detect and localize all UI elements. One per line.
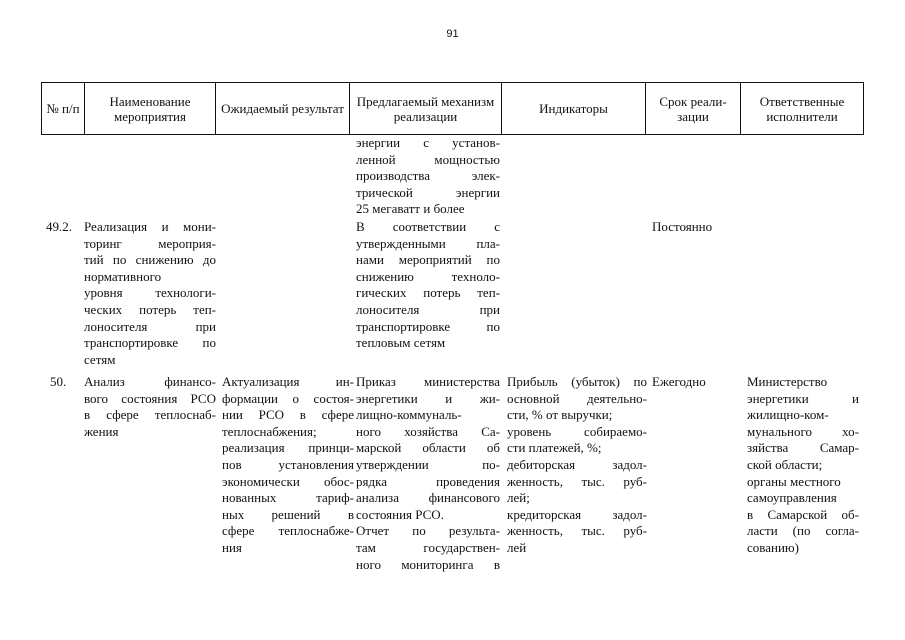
text-line: производства элек- [356,168,500,184]
text-line: нованных тариф- [222,490,354,506]
text-line: уровень собираемо- [507,423,647,439]
text-line: теплоснабжения; [222,423,317,439]
text-line: кредиторская задол- [507,506,647,522]
term-cell [652,219,742,236]
text-line: лищно-коммуналь- [356,407,462,423]
text-line: Анализ финансо- [84,374,216,389]
header-expected-result: Ожидаемый результат [216,83,350,135]
text-line: нормативного [84,268,162,284]
text-line: реализация принци- [222,440,354,456]
text-line: В соответствии с [356,219,500,234]
text-line: сованию) [747,539,799,555]
text-line: ния [222,539,242,555]
continuation-mechanism-cell [356,135,500,218]
responsible-cell [747,374,859,557]
text-line: Министерство [747,374,828,389]
text-line: утверждении по- [356,456,500,472]
header-event-name: Наименование мероприятия [85,83,216,135]
text-line: ческих потерь теп- [84,301,216,317]
text-line: рядка проведения [356,473,500,489]
header-number: № п/п [42,83,85,135]
text-line: тий по снижению до [84,252,216,268]
text-line: жения [84,423,119,439]
text-line: зяйства Самар- [747,440,859,456]
event-name-cell [84,219,216,368]
text-line: в сфере теплоснаб- [84,407,216,423]
text-line: сти платежей, %; [507,440,602,456]
text-line: транспортировке по [356,318,500,334]
mechanism-cell [356,219,500,352]
text-line: сфере теплоснабже- [222,523,354,539]
text-line: нами мероприятий по [356,252,500,268]
text-line: там государствен- [356,539,500,555]
text-line: трической энергии [356,184,500,200]
text-line: ного хозяйства Са- [356,423,500,439]
text-line: ленной мощностью [356,151,500,167]
text-line: основной деятельно- [507,390,647,406]
page-number: 91 [446,28,459,40]
expected-result-cell [222,374,354,557]
text-line: энергетики и [747,390,859,406]
text-line: ного мониторинга в [356,556,500,572]
text-line: уровня технологи- [84,285,216,301]
term-cell [652,374,742,391]
text-line: снижению техноло- [356,268,500,284]
text-line: лей [507,539,527,555]
text-line: дебиторская задол- [507,456,647,472]
text-line: пов установления [222,456,354,472]
indicators-cell [507,374,647,557]
text-line: лоносителя при [84,318,216,334]
text-line: нии РСО в сфере [222,407,354,423]
text-line: 25 мегаватт и более [356,201,465,217]
text-line: экономически обос- [222,473,354,489]
text-line: формации о состоя- [222,390,354,406]
table-header [41,82,864,135]
text-line: энергетики и жи- [356,390,500,406]
text-line: утвержденными пла- [356,235,500,251]
text-line: ных решений в [222,506,354,522]
text-line: лей; [507,490,530,506]
text-line: самоуправления [747,490,837,506]
event-name-cell [84,374,216,440]
text-line: ской области; [747,456,823,472]
text-line: Реализация и мони- [84,219,216,234]
text-line: органы местного [747,473,841,489]
text-line: марской области об [356,440,500,456]
text-line: Отчет по результа- [356,523,500,539]
text-line: жилищно-ком- [747,407,829,423]
row-number: 49.2. [46,219,72,234]
term-text: Постоянно [652,219,713,234]
text-line: Актуализация ин- [222,374,354,389]
text-line: лоносителя при [356,301,500,317]
text-line: женность, тыс. руб- [507,473,647,489]
mechanism-cell [356,374,500,573]
header-mechanism: Предлагаемый механизм реализации [350,83,502,135]
text-line: сетям [84,351,116,367]
text-line: Прибыль (убыток) по [507,374,647,389]
text-line: гических потерь теп- [356,285,500,301]
text-line: тепловым сетям [356,335,446,351]
text-line: женность, тыс. руб- [507,523,647,539]
text-line: мунального хо- [747,423,859,439]
header-indicators: Индикаторы [502,83,646,135]
header-term: Срок реали-зации [646,83,741,135]
text-line: сти, % от выручки; [507,407,613,423]
text-line: ласти (по согла- [747,523,859,539]
text-line: Приказ министерства [356,374,500,389]
text-line: транспортировке по [84,335,216,351]
text-line: состояния РСО. [356,506,444,522]
term-text: Ежегодно [652,374,706,389]
text-line: в Самарской об- [747,506,859,522]
header-responsible: Ответственные исполнители [741,83,864,135]
text-line: вого состояния РСО [84,390,216,406]
row-number: 50. [50,374,67,389]
text-line: анализа финансового [356,490,500,506]
text-line: энергии с установ- [356,135,500,150]
text-line: торинг мероприя- [84,235,216,251]
